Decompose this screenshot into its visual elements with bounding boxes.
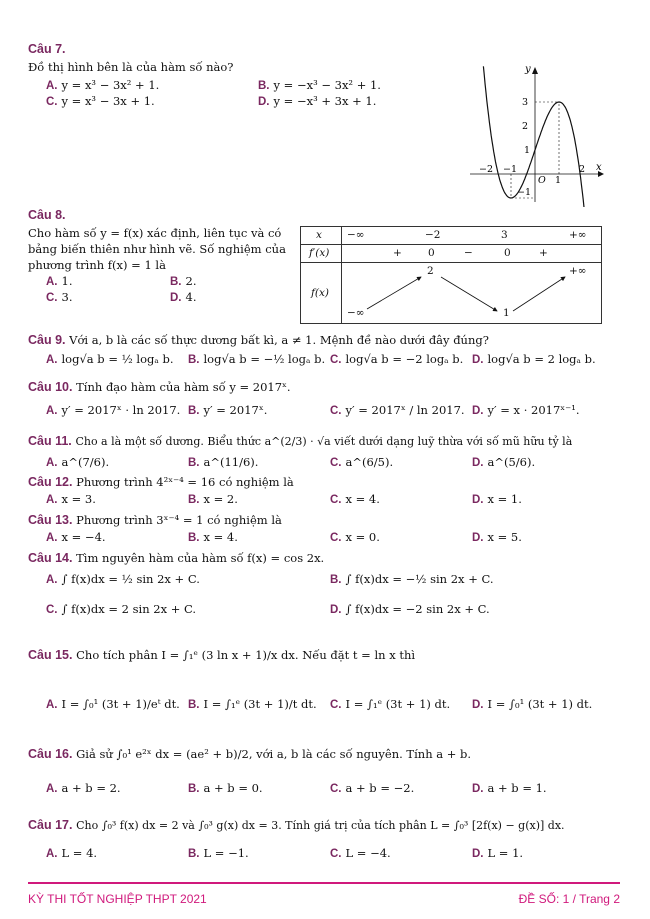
q12-option-b-text: x = 2. <box>203 492 238 506</box>
q14-title: Câu 14. <box>28 551 73 565</box>
q9-stem: Với a, b là các số thực dương bất kì, a ≠ 1. Mệnh đề nào dưới đây đúng? <box>69 333 489 347</box>
q13-title: Câu 13. <box>28 513 73 527</box>
q13-stem: Phương trình 3ˣ⁻⁴ = 1 có nghiệm là <box>76 513 282 527</box>
q17-option-d-text: L = 1. <box>487 846 524 860</box>
q9-stem-line <box>28 333 489 347</box>
q7-ytick-m1: −1 <box>517 187 532 198</box>
q8-option-a-letter: A. <box>46 276 58 288</box>
q12-option-c <box>330 492 380 506</box>
q7-xtick-1: 1 <box>555 175 562 186</box>
q12-option-c-letter: C. <box>330 494 342 506</box>
q16-option-d <box>472 781 547 795</box>
q11-option-d <box>472 455 535 469</box>
q16-option-a <box>46 781 121 795</box>
q12-option-d-letter: D. <box>472 494 484 506</box>
q16-option-d-text: a + b = 1. <box>487 781 547 795</box>
q12-option-a <box>46 492 96 506</box>
q14-option-d <box>330 602 490 616</box>
q7-option-a-letter: A. <box>46 80 58 92</box>
q7-option-c-letter: C. <box>46 96 58 108</box>
q16-option-a-letter: A. <box>46 783 58 795</box>
q17-stem-line <box>28 818 565 832</box>
q14-option-c <box>46 602 196 616</box>
q9-option-d-text: log√a b = 2 logₐ b. <box>487 352 596 366</box>
q13-option-d-text: x = 5. <box>487 530 522 544</box>
q8-sign-1: + <box>393 247 402 259</box>
q15-option-c-text: I = ∫₁ᵉ (3t + 1) dt. <box>345 697 451 711</box>
q12-option-d <box>472 492 522 506</box>
q10-option-c-letter: C. <box>330 405 342 417</box>
q15-option-d <box>472 697 592 711</box>
q14-option-b-text: ∫ f(x)dx = −½ sin 2x + C. <box>345 572 494 586</box>
q15-option-b-text: I = ∫₁ᵉ (3t + 1)/t dt. <box>203 697 317 711</box>
q15-option-a <box>46 697 180 711</box>
q7-option-d <box>258 94 376 108</box>
q9-option-c-letter: C. <box>330 354 342 366</box>
q11-option-c-text: a^(6/5). <box>345 455 394 469</box>
q10-option-b <box>188 403 267 417</box>
q7-x-label: x <box>596 162 602 173</box>
q11-stem: Cho a là một số dương. Biểu thức a^(2/3) · √a viết dưới dạng luỹ thừa với số mũ hữu tỷ là <box>75 435 573 448</box>
q16-title: Câu 16. <box>28 747 73 761</box>
q7-ytick-2: 2 <box>522 121 529 132</box>
q13-option-b-letter: B. <box>188 532 200 544</box>
q12-title: Câu 12. <box>28 475 73 489</box>
q8-x-value-3: 3 <box>501 229 508 241</box>
q11-option-b-text: a^(11/6). <box>203 455 259 469</box>
q15-option-d-text: I = ∫₀¹ (3t + 1) dt. <box>487 697 593 711</box>
q16-option-c <box>330 781 414 795</box>
q14-option-a <box>46 572 200 586</box>
q12-option-c-text: x = 4. <box>345 492 380 506</box>
q9-option-b-letter: B. <box>188 354 200 366</box>
q7-y-arrow <box>532 67 538 74</box>
q11-option-a <box>46 455 109 469</box>
q13-option-c-text: x = 0. <box>345 530 380 544</box>
q14-option-a-text: ∫ f(x)dx = ½ sin 2x + C. <box>61 572 200 586</box>
q10-title: Câu 10. <box>28 380 73 394</box>
q15-option-a-letter: A. <box>46 699 58 711</box>
q8-option-b <box>170 274 196 288</box>
q17-title: Câu 17. <box>28 818 73 832</box>
q13-option-b-text: x = 4. <box>203 530 238 544</box>
q7-cubic-graph <box>468 62 608 207</box>
footer-divider <box>28 882 620 884</box>
q7-option-c-text: y = x³ − 3x + 1. <box>61 94 155 108</box>
q17-option-a <box>46 846 97 860</box>
q9-option-a-text: log√a b = ½ logₐ b. <box>61 352 174 366</box>
q10-stem-line <box>28 380 291 394</box>
q9-option-b-text: log√a b = −½ logₐ b. <box>203 352 326 366</box>
q8-option-b-text: 2. <box>185 274 197 288</box>
q7-title: Câu 7. <box>28 42 66 56</box>
q8-stem-line-1: Cho hàm số y = f(x) xác định, liên tục và có <box>28 226 282 240</box>
q7-ytick-3: 3 <box>522 97 529 108</box>
q12-option-b-letter: B. <box>188 494 200 506</box>
q16-option-d-letter: D. <box>472 783 484 795</box>
q16-option-a-text: a + b = 2. <box>61 781 121 795</box>
q8-f-value-3: 1 <box>503 307 510 319</box>
q15-option-d-letter: D. <box>472 699 484 711</box>
q8-sign-3: − <box>464 247 473 259</box>
q7-y-label: y <box>525 64 531 75</box>
q8-option-c-letter: C. <box>46 292 58 304</box>
q8-variation-table <box>300 226 602 324</box>
q15-stem: Cho tích phân I = ∫₁ᵉ (3 ln x + 1)/x dx. Nếu đặt t = ln x thì <box>76 648 416 662</box>
q9-option-d-letter: D. <box>472 354 484 366</box>
q7-option-c <box>46 94 155 108</box>
q9-option-a <box>46 352 174 366</box>
q11-option-d-letter: D. <box>472 457 484 469</box>
q12-stem-line <box>28 475 294 489</box>
q14-option-d-text: ∫ f(x)dx = −2 sin 2x + C. <box>345 602 490 616</box>
q8-arrow-down <box>441 277 497 311</box>
q7-option-d-text: y = −x³ + 3x + 1. <box>273 94 377 108</box>
q14-stem: Tìm nguyên hàm của hàm số f(x) = cos 2x. <box>76 551 325 565</box>
q17-option-c <box>330 846 391 860</box>
q9-title: Câu 9. <box>28 333 66 347</box>
q8-x-value-2: −2 <box>425 229 441 241</box>
q17-option-b-text: L = −1. <box>203 846 249 860</box>
q11-stem-line <box>28 434 572 448</box>
q11-option-b-letter: B. <box>188 457 200 469</box>
q15-option-a-text: I = ∫₀¹ (3t + 1)/eᵗ dt. <box>61 697 180 711</box>
q13-option-d <box>472 530 522 544</box>
footer-exam-title: KỲ THI TỐT NGHIỆP THPT 2021 <box>28 892 207 906</box>
q15-option-c <box>330 697 450 711</box>
q8-sign-5: + <box>539 247 548 259</box>
q17-stem: Cho ∫₀³ f(x) dx = 2 và ∫₀³ g(x) dx = 3. Tính giá trị của tích phân L = ∫₀³ [2f(x) − g(x)] dx. <box>76 819 565 832</box>
q7-option-a <box>46 78 159 92</box>
q10-option-a-letter: A. <box>46 405 58 417</box>
q11-option-a-letter: A. <box>46 457 58 469</box>
q14-option-b-letter: B. <box>330 574 342 586</box>
q11-option-c-letter: C. <box>330 457 342 469</box>
q8-option-a <box>46 274 72 288</box>
q16-option-b <box>188 781 263 795</box>
q10-option-d-letter: D. <box>472 405 484 417</box>
q13-option-d-letter: D. <box>472 532 484 544</box>
q7-xtick-m1: −1 <box>503 164 518 175</box>
q11-title: Câu 11. <box>28 434 72 448</box>
q9-option-a-letter: A. <box>46 354 58 366</box>
q8-f-value-4: +∞ <box>569 265 587 277</box>
q13-option-a-text: x = −4. <box>61 530 106 544</box>
q17-option-a-letter: A. <box>46 848 58 860</box>
q8-arrows <box>301 227 601 323</box>
q16-option-c-letter: C. <box>330 783 342 795</box>
q8-option-d-text: 4. <box>185 290 197 304</box>
q15-title: Câu 15. <box>28 648 73 662</box>
q8-option-c <box>46 290 72 304</box>
q8-option-a-text: 1. <box>61 274 73 288</box>
q13-option-a <box>46 530 106 544</box>
footer-page-number: ĐỀ SỐ: 1 / Trang 2 <box>518 892 620 906</box>
q16-stem-line <box>28 747 471 761</box>
q8-stem-line-3: phương trình f(x) = 1 là <box>28 258 166 272</box>
q9-option-b <box>188 352 325 366</box>
q7-origin-label: O <box>538 175 546 186</box>
q10-option-d <box>472 403 579 417</box>
q7-stem: Đồ thị hình bên là của hàm số nào? <box>28 60 234 74</box>
q7-option-b <box>258 78 381 92</box>
q8-fp-label: f′(x) <box>309 247 330 259</box>
q10-option-b-text: y′ = 2017ˣ. <box>203 403 268 417</box>
q9-option-c <box>330 352 463 366</box>
q14-stem-line <box>28 551 324 565</box>
q15-stem-line <box>28 648 415 662</box>
q8-arrow-up-2 <box>513 277 565 311</box>
q7-ytick-1: 1 <box>524 145 531 156</box>
q17-option-d <box>472 846 523 860</box>
q12-option-d-text: x = 1. <box>487 492 522 506</box>
q14-option-a-letter: A. <box>46 574 58 586</box>
q8-sign-2: 0 <box>428 247 435 259</box>
q13-option-c-letter: C. <box>330 532 342 544</box>
q11-option-b <box>188 455 258 469</box>
q8-f-value-2: 2 <box>427 265 434 277</box>
q7-option-a-text: y = x³ − 3x² + 1. <box>61 78 160 92</box>
q15-option-b-letter: B. <box>188 699 200 711</box>
q12-option-a-text: x = 3. <box>61 492 96 506</box>
q8-sign-4: 0 <box>504 247 511 259</box>
q10-option-d-text: y′ = x · 2017ˣ⁻¹. <box>487 403 580 417</box>
q15-option-c-letter: C. <box>330 699 342 711</box>
q16-option-b-text: a + b = 0. <box>203 781 263 795</box>
q12-option-b <box>188 492 238 506</box>
q8-x-value-4: +∞ <box>569 229 587 241</box>
q8-title: Câu 8. <box>28 208 66 222</box>
q13-option-a-letter: A. <box>46 532 58 544</box>
q10-option-a <box>46 403 180 417</box>
q9-option-d <box>472 352 596 366</box>
q11-option-c <box>330 455 393 469</box>
q8-f-label: f(x) <box>311 287 330 299</box>
q10-option-a-text: y′ = 2017ˣ · ln 2017. <box>61 403 181 417</box>
q11-option-a-text: a^(7/6). <box>61 455 110 469</box>
q12-option-a-letter: A. <box>46 494 58 506</box>
q7-option-b-letter: B. <box>258 80 270 92</box>
q17-option-d-letter: D. <box>472 848 484 860</box>
q8-option-d <box>170 290 196 304</box>
q12-stem: Phương trình 4²ˣ⁻⁴ = 16 có nghiệm là <box>76 475 294 489</box>
q8-x-label: x <box>316 229 322 241</box>
q17-option-b <box>188 846 249 860</box>
q10-option-b-letter: B. <box>188 405 200 417</box>
q14-option-c-letter: C. <box>46 604 58 616</box>
q17-option-b-letter: B. <box>188 848 200 860</box>
q10-option-c-text: y′ = 2017ˣ / ln 2017. <box>345 403 465 417</box>
q8-stem-line-2: bảng biến thiên như hình vẽ. Số nghiệm của <box>28 242 286 256</box>
q7-option-b-text: y = −x³ − 3x² + 1. <box>273 78 381 92</box>
q10-stem: Tính đạo hàm của hàm số y = 2017ˣ. <box>76 380 291 394</box>
q7-xtick-2: 2 <box>579 164 586 175</box>
q8-option-d-letter: D. <box>170 292 182 304</box>
q13-option-b <box>188 530 238 544</box>
q17-option-a-text: L = 4. <box>61 846 98 860</box>
q8-option-c-text: 3. <box>61 290 73 304</box>
q13-option-c <box>330 530 380 544</box>
q13-stem-line <box>28 513 282 527</box>
q9-option-c-text: log√a b = −2 logₐ b. <box>345 352 464 366</box>
q15-option-b <box>188 697 317 711</box>
q14-option-d-letter: D. <box>330 604 342 616</box>
q16-option-c-text: a + b = −2. <box>345 781 415 795</box>
q10-option-c <box>330 403 465 417</box>
q17-option-c-letter: C. <box>330 848 342 860</box>
q14-option-b <box>330 572 494 586</box>
q8-arrow-up-1 <box>367 277 421 309</box>
q11-option-d-text: a^(5/6). <box>487 455 536 469</box>
q7-option-d-letter: D. <box>258 96 270 108</box>
q17-option-c-text: L = −4. <box>345 846 391 860</box>
q16-stem: Giả sử ∫₀¹ e²ˣ dx = (ae² + b)/2, với a, b là các số nguyên. Tính a + b. <box>76 747 472 761</box>
q8-option-b-letter: B. <box>170 276 182 288</box>
q14-option-c-text: ∫ f(x)dx = 2 sin 2x + C. <box>61 602 197 616</box>
q16-option-b-letter: B. <box>188 783 200 795</box>
q8-f-value-1: −∞ <box>347 307 365 319</box>
q8-x-value-1: −∞ <box>347 229 365 241</box>
q7-xtick-m2: −2 <box>479 164 494 175</box>
